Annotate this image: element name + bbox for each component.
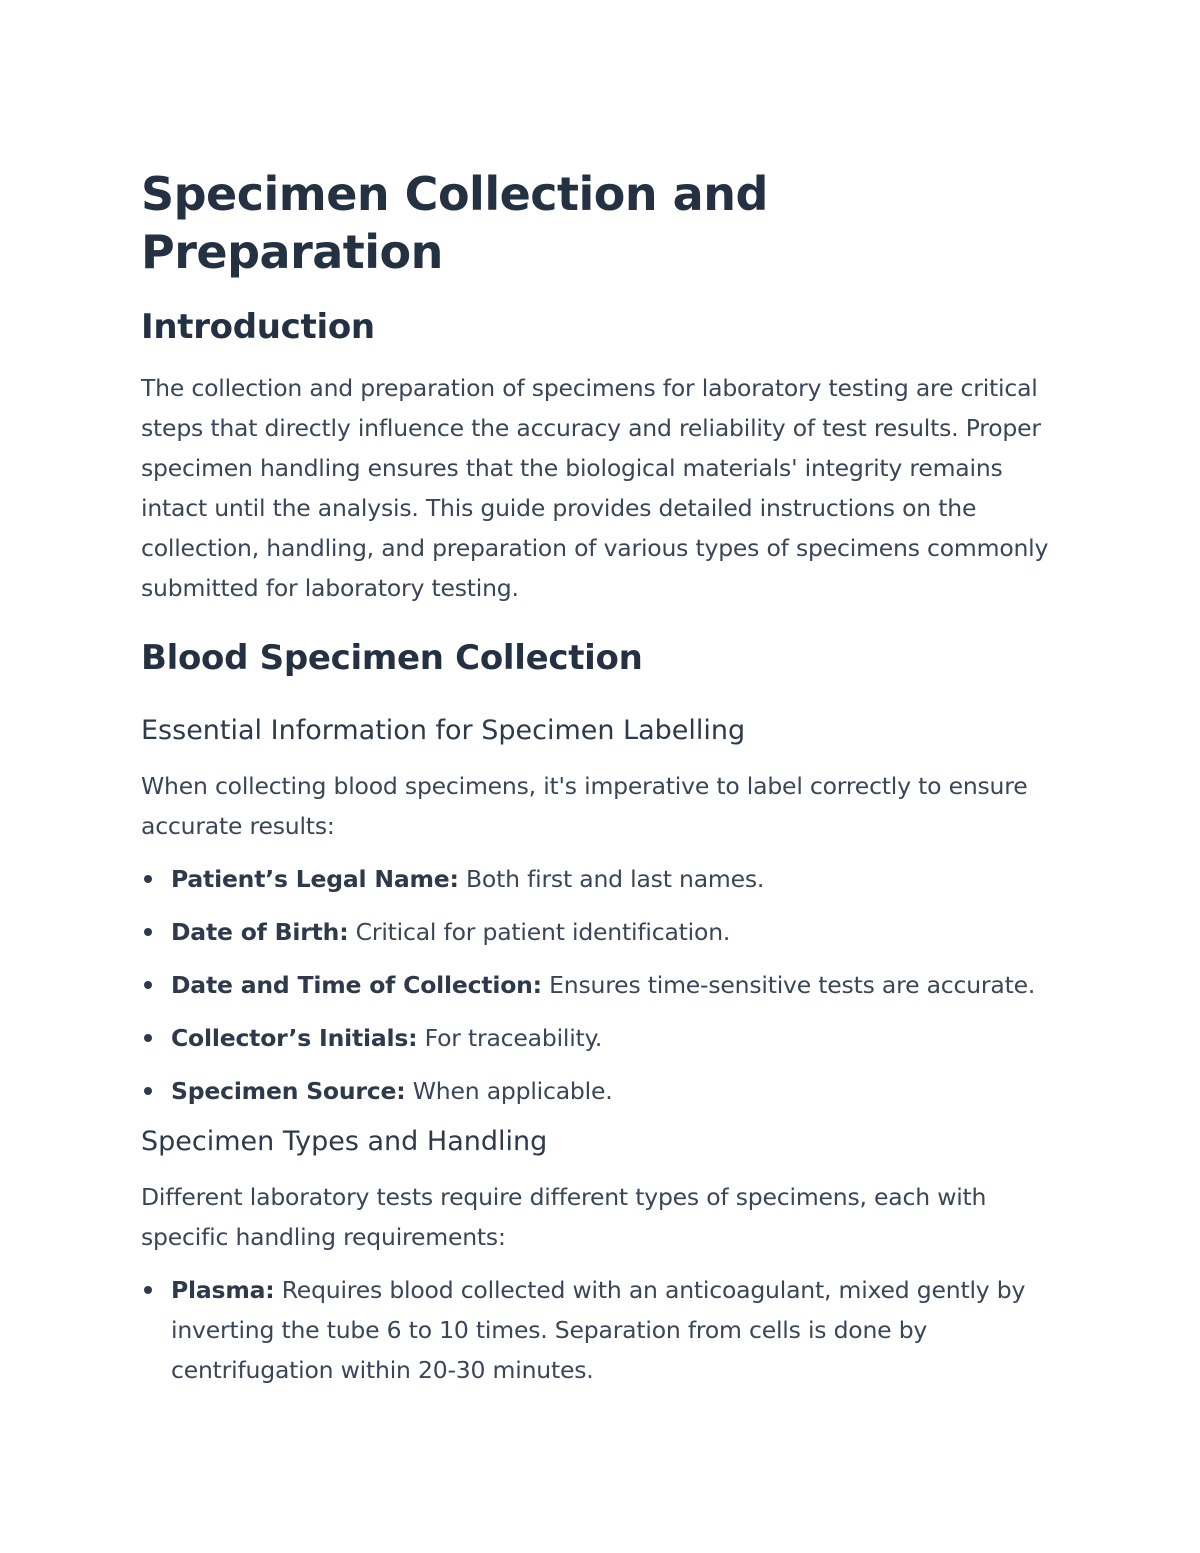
list-item <box>141 965 1071 1005</box>
bullet-icon <box>144 928 152 936</box>
bullet-icon <box>144 1286 152 1294</box>
types-paragraph: Different laboratory tests require different types of specimens, each with specific handling requirements: <box>141 1183 987 1251</box>
list-item-text: For traceability. <box>417 1024 603 1052</box>
list-item-text: Critical for patient identification. <box>348 918 731 946</box>
list-item-text: Both first and last names. <box>458 865 765 893</box>
list-item-text: When applicable. <box>405 1077 613 1105</box>
list-item-term: Specimen Source: <box>171 1077 406 1105</box>
list-item-text: Ensures time-sensitive tests are accurate. <box>541 971 1036 999</box>
list-item-term: Patient’s Legal Name: <box>171 865 459 893</box>
bullet-icon <box>144 1087 152 1095</box>
list-item-term: Plasma: <box>171 1276 275 1304</box>
list-item <box>141 912 1071 952</box>
document-page <box>141 165 1071 1403</box>
labelling-paragraph: When collecting blood specimens, it's imperative to label correctly to ensure accurate results: <box>141 772 1028 840</box>
introduction-heading: Introduction <box>141 307 375 347</box>
list-item-term: Date and Time of Collection: <box>171 971 542 999</box>
list-item <box>141 859 1071 899</box>
bullet-icon <box>144 1034 152 1042</box>
list-item-term: Date of Birth: <box>171 918 349 946</box>
bullet-icon <box>144 981 152 989</box>
types-heading: Specimen Types and Handling <box>141 1126 548 1157</box>
list-item-text: Requires blood collected with an anticoagulant, mixed gently by inverting the tube 6 to 10 times. Separation from cells is done by centrifugation within 20-30 minutes. <box>171 1276 1026 1384</box>
blood-collection-heading: Blood Specimen Collection <box>141 638 643 678</box>
labelling-list <box>141 859 1071 1111</box>
introduction-paragraph: The collection and preparation of specimens for laboratory testing are critical steps that directly influence the accuracy and reliability of test results. Proper specimen handling ensures that the biological materials' integrity remains intact until the analysis. This guide provides detailed instructions on the collection, handling, and preparation of various types of specimens commonly submitted for laboratory testing. <box>141 374 1049 602</box>
labelling-heading: Essential Information for Specimen Labelling <box>141 715 746 746</box>
bullet-icon <box>144 875 152 883</box>
list-item-term: Collector’s Initials: <box>171 1024 418 1052</box>
page-title: Specimen Collection and Preparation <box>141 167 768 279</box>
types-list <box>141 1270 1071 1390</box>
list-item <box>141 1071 1071 1111</box>
list-item <box>141 1270 1071 1390</box>
list-item <box>141 1018 1071 1058</box>
